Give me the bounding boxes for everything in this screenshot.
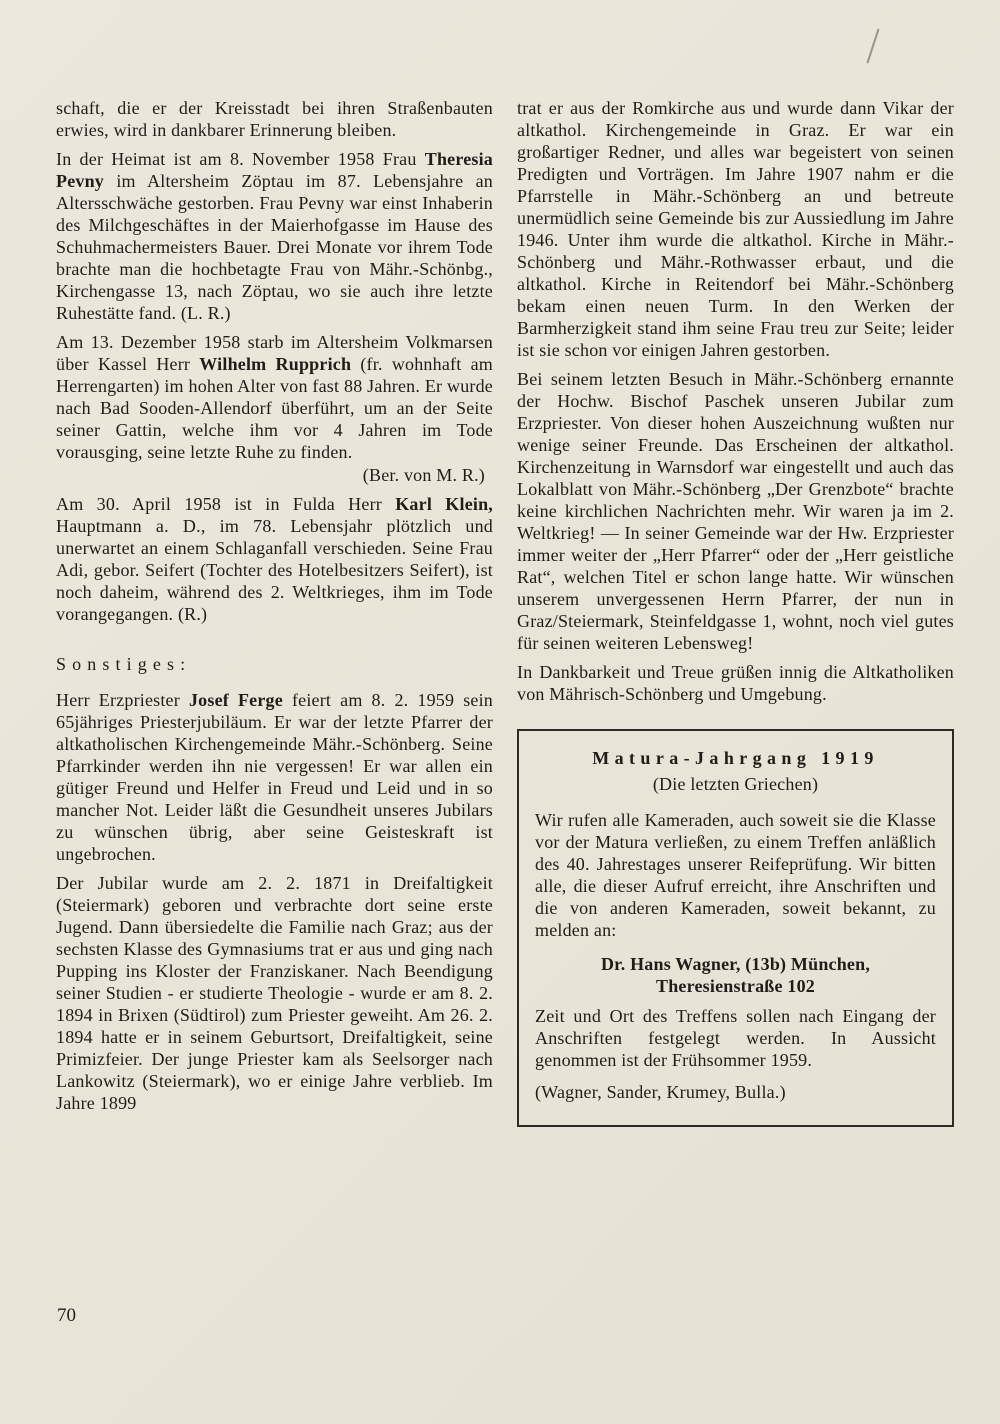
section-heading-sonstiges: Sonstiges: [56,654,192,674]
article-ferge-closing: In Dankbarkeit und Treue grüßen innig die Altkatholiken von Mährisch-Schönberg und Umgebung. [517,662,954,704]
box-call-to-meeting: Wir rufen alle Kameraden, auch soweit sie die Klasse vor der Matura verließen, zu einem Treffen anläßlich des 40. Jahrestages unserer Reifeprüfung. Wir bitten alle, die dieser Aufruf erreicht, ihre Anschriften und die von anderen Kameraden, soweit bekannt, zu melden an: [535,810,936,940]
obituary-klein: Am 30. April 1958 ist in Fulda Herr Karl Klein, Hauptmann a. D., im 78. Lebensjahr plötzlich und unerwartet an einem Schlaganfall verschieden. Seine Frau Adi, gebor. Seifert (Tochter des Hotelbesitzers Seifert), ist noch daheim, während des 2. Weltkrieges, ihm im Tode vorangegangen. (R.) [56,494,493,624]
announcement-title: Matura-Jahrgang 1919 [592,748,879,768]
box-signatories: (Wagner, Sander, Krumey, Bulla.) [535,1082,786,1102]
announcement-box [517,729,954,1127]
box-meeting-details: Zeit und Ort des Treffens sollen nach Eingang der Anschriften festgelegt werden. In Aussicht genommen ist der Frühsommer 1959. [535,1006,936,1070]
obituary-rupprich: Am 13. Dezember 1958 starb im Altersheim Volkmarsen über Kassel Herr Wilhelm Rupprich (fr. wohnhaft am Herrengarten) im hohen Alter von fast 88 Jahren. Er wurde nach Bad Sooden-Allendorf überführt, um an der Seite seiner Gattin, welche ihm vor 4 Jahren im Tode vorausging, seine letzte Ruhe zu finden. [56,332,493,462]
left-column [56,97,493,1121]
announcement-subtitle: (Die letzten Griechen) [652,774,819,794]
box-contact-address: Dr. Hans Wagner, (13b) München, Theresienstraße 102 [600,954,871,996]
scan-artifact-mark [866,29,879,64]
page-number: 70 [57,1305,76,1326]
article-ferge-erzpriester: Bei seinem letzten Besuch in Mähr.-Schönberg ernannte der Hochw. Bischof Paschek unseren Jubilar zum Erzpriester. Von dieser hohen Auszeichnung wußten nur wenige seiner Freunde. Das Erscheinen der altkathol. Kirchenzeitung in Warnsdorf war eingestellt und auch das Lokalblatt von Mähr.-Schönberg „Der Grenzbote“ brachte keine kirchlichen Nachrichten mehr. Wir waren ja im 2. Weltkrieg! — In seiner Gemeinde war der Hw. Erzpriester immer weiter der „Herr Pfarrer“ oder der „Herr geistliche Rat“, welchen Titel er schon lange hatte. Wir wünschen unserem unvergessenen Herrn Pfarrer, der nun in Graz/Steiermark, Steinfeldgasse 1, wohnt, noch viel gutes für seinen weiteren Lebensweg! [517,369,954,653]
obituary-rupprich-byline: (Ber. von M. R.) [362,465,485,485]
article-ferge-jubilee: Herr Erzpriester Josef Ferge feiert am 8. 2. 1959 sein 65jähriges Priesterjubiläum. Er war der letzte Pfarrer der altkatholischen Kirchengemeinde Mähr.-Schönberg. Seine Pfarrkinder werden ihn nie vergessen! Er war allen ein gütiger Freund und Helfer in Freud und Leid und in so mancher Not. Leider läßt die Gesundheit unseres Jubilars zu wünschen übrig, aber seine Geisteskraft ist ungebrochen. [56,690,493,864]
paragraph-strassenbauten: schaft, die er der Kreisstadt bei ihren Straßenbauten erwies, wird in dankbarer Erinnerung bleiben. [56,98,493,140]
right-column-text [517,97,954,705]
obituary-pevny: In der Heimat ist am 8. November 1958 Frau Theresia Pevny im Altersheim Zöptau im 87. Lebensjahre an Altersschwäche gestorben. Frau Pevny war einst Inhaberin des Milchgeschäftes in der Maierhofgasse im Hause des Schuhmachermeisters Bauer. Drei Monate vor ihrem Tode brachte man die hochbetagte Frau von Mähr.-Schönbg., Kirchengasse 13, nach Zöptau, wo sie auch ihre letzte Ruhestätte fand. (L. R.) [56,149,493,323]
right-column [517,97,954,1127]
article-ferge-biography: Der Jubilar wurde am 2. 2. 1871 in Dreifaltigkeit (Steiermark) geboren und verbrachte dort seine erste Jugend. Dann übersiedelte die Familie nach Graz; aus der sechsten Klasse des Gymnasiums trat er aus und ging nach Pupping ins Kloster der Franziskaner. Nach Beendigung seiner Studien - er studierte Theologie - wurde er am 8. 2. 1894 in Brixen (Südtirol) zum Priester geweiht. Am 26. 2. 1894 hatte er in seinem Geburtsort, Dreifaltigkeit, seine Primizfeier. Der junge Priester kam als Seelsorger nach Lankowitz (Steiermark), wo er einige Jahre verblieb. Im Jahre 1899 [56,873,493,1113]
announcement-body [535,809,936,1103]
article-ferge-pastorate: trat er aus der Romkirche aus und wurde dann Vikar der altkathol. Kirchengemeinde in Graz. Er war ein großartiger Redner, und alles war begeistert von seinen Predigten und Vorträgen. Im Jahre 1907 nahm er die Pfarrstelle in Mähr.-Schönberg an und betreute unermüdlich seine Gemeinde bis zur Aussiedlung im Jahre 1946. Unter ihm wurde die altkathol. Kirche in Mähr.-Schönberg und Mähr.-Rothwasser erbaut, und die altkathol. Kirche in Reitendorf bei Mähr.-Schönberg bekam einen neuen Turm. In den Werken der Barmherzigkeit stand ihm seine Frau treu zur Seite; leider ist sie schon vor einigen Jahren gestorben. [517,98,954,360]
